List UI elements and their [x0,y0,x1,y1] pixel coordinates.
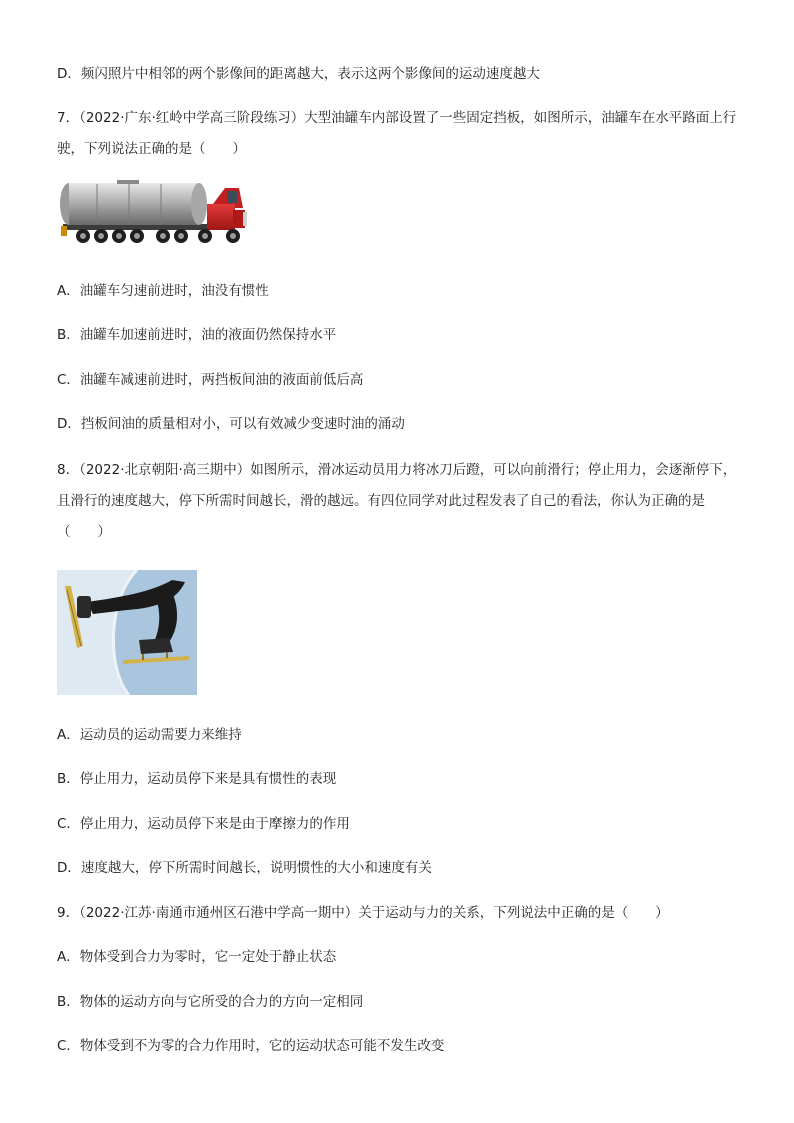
q8-option-b: B．停止用力，运动员停下来是具有惯性的表现 [57,771,337,787]
q7-option-d: D．挡板间油的质量相对小，可以有效减少变速时油的涌动 [57,416,405,432]
q7-option-b: B．油罐车加速前进时，油的液面仍然保持水平 [57,327,337,343]
q9-option-a: A．物体受到合力为零时，它一定处于静止状态 [57,949,337,965]
q8-option-a: A．运动员的运动需要力来维持 [57,727,242,743]
q8-stem: 8．（2022·北京朝阳·高三期中）如图所示，滑冰运动员用力将冰刀后蹬，可以向前滑行；停止用力，会逐渐停下，且滑行的速度越大，停下所需时间越长，滑的越远。有四位同学对此过程发表了自己的看法，你认为正确的是（ ） [57,462,737,540]
q7-option-a: A．油罐车匀速前进时，油没有惯性 [57,283,269,299]
q8-option-d: D．速度越大，停下所需时间越长，说明惯性的大小和速度有关 [57,860,432,876]
q8-option-c: C．停止用力，运动员停下来是由于摩擦力的作用 [57,816,350,832]
q7-stem: 7．（2022·广东·红岭中学高三阶段练习）大型油罐车内部设置了一些固定挡板，如图所示，油罐车在水平路面上行驶，下列说法正确的是（ ） [57,110,737,157]
q9-stem: 9．（2022·江苏·南通市通州区石港中学高一期中）关于运动与力的关系，下列说法中正确的是（ ） [57,905,669,921]
speed-skater-icon [57,570,197,695]
q6-option-d: D．频闪照片中相邻的两个影像间的距离越大，表示这两个影像间的运动速度越大 [57,66,540,82]
tanker-truck-icon [57,178,249,258]
q9-option-b: B．物体的运动方向与它所受的合力的方向一定相同 [57,994,364,1010]
q7-option-c: C．油罐车减速前进时，两挡板间油的液面前低后高 [57,372,364,388]
q9-option-c: C．物体受到不为零的合力作用时，它的运动状态可能不发生改变 [57,1038,445,1054]
